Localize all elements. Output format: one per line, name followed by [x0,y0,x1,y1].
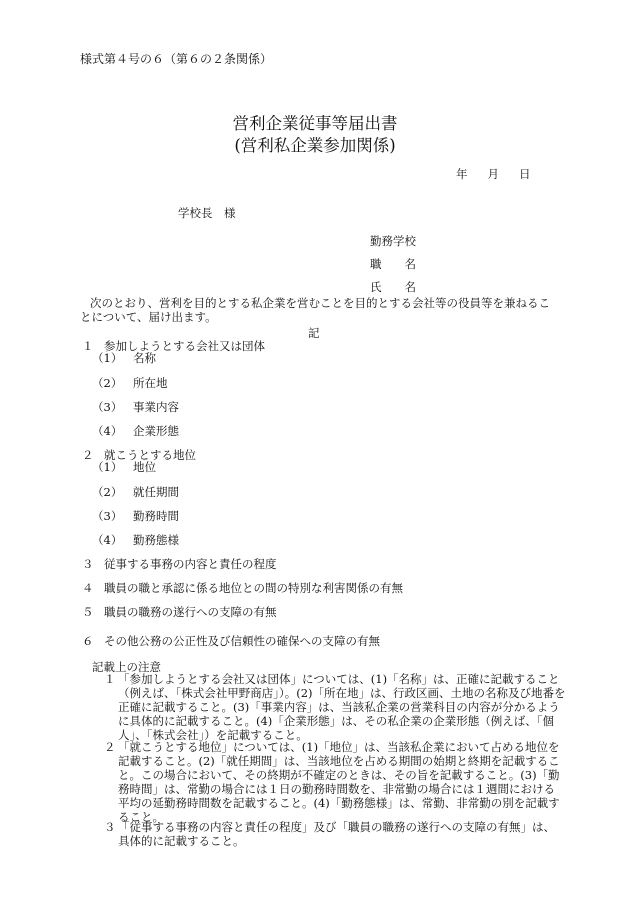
document-subtitle: (営利私企業参加関係) [234,136,396,155]
field-school [370,233,416,249]
item-label: 地位 [133,460,156,474]
section-1-item-1 [92,350,156,366]
note-number: ２ [104,740,116,754]
field-position [370,256,416,272]
field-position-label: 職 名 [370,257,416,271]
item-number: （3） [92,400,123,414]
section-number: ３ [82,557,94,571]
date-line [456,166,551,182]
note-2 [104,740,566,824]
item-number: （4） [92,533,123,547]
field-name-label: 氏 名 [370,280,416,294]
item-label: 勤務態様 [133,533,179,547]
section-number: ５ [82,605,94,619]
date-day-label: 日 [519,167,531,181]
section-label: 参加しようとする会社又は団体 [104,339,265,353]
intro-paragraph: 次のとおり、営利を目的とする私企業を営むことを目的とする会社等の役員等を兼ねることについて、届け出ます。 [80,296,550,324]
section-label: 就こうとする地位 [104,448,196,462]
notes-heading: 記載上の注意 [92,660,161,674]
ki-marker: 記 [308,326,320,340]
item-label: 勤務時間 [133,509,179,523]
date-year-label: 年 [456,167,468,181]
section-2-item-1 [92,459,156,475]
section-label: その他公務の公正性及び信頼性の確保への支障の有無 [104,634,380,648]
note-number: ３ [104,820,116,834]
item-number: （2） [92,485,123,499]
item-label: 所在地 [133,376,168,390]
section-number: ２ [82,448,94,462]
item-label: 事業内容 [133,400,179,414]
section-label: 職員の職務の遂行への支障の有無 [104,605,277,619]
section-label: 従事する事務の内容と責任の程度 [104,557,277,571]
section-number: １ [82,339,94,353]
note-text: 「参加しようとする会社又は団体」については、(1)「名称」は、正確に記載すること（例えば、「株式会社甲野商店」）。(2)「所在地」は、行政区画、土地の名称及び地番を正確に記載すること。(3)「事業内容」は、当該私企業の営業科目の内容が分かるように具体的に記載すること。(4)「企業形態」は、その私企業の企業形態（例えば、「個人」、「株式会社」）を記載すること。 [118,672,566,742]
field-name [370,279,416,295]
note-3 [104,820,566,848]
section-1-item-2 [92,375,168,391]
item-label: 名称 [133,351,156,365]
date-month-label: 月 [487,167,499,181]
item-number: （1） [92,460,123,474]
section-5 [82,604,277,620]
section-number: ４ [82,581,94,595]
form-number: 様式第４号の６（第６の２条関係） [80,52,273,66]
item-number: （2） [92,376,123,390]
note-text: 「従事する事務の内容と責任の程度」及び「職員の職務の遂行への支障の有無」は、具体的に記載すること。 [118,820,555,848]
item-number: （1） [92,351,123,365]
item-label: 就任期間 [133,485,179,499]
note-number: １ [104,672,116,686]
section-label: 職員の職と承認に係る地位との間の特別な利害関係の有無 [104,581,403,595]
section-number: ６ [82,634,94,648]
section-2-item-4 [92,532,179,548]
section-6 [82,633,380,649]
item-number: （3） [92,509,123,523]
addressee: 学校長 様 [178,206,236,220]
section-1-item-4 [92,423,179,439]
section-1-item-3 [92,399,179,415]
section-4 [82,580,403,596]
section-2-item-2 [92,484,179,500]
note-1 [104,672,566,742]
field-school-label: 勤務学校 [370,234,416,248]
note-text: 「就こうとする地位」については、(1)「地位」は、当該私企業において占める地位を記載すること。(2)「就任期間」は、当該地位を占める期間の始期と終期を記載すること。この場合において、その終期が不確定のときは、その旨を記載すること。(3)「勤務時間」は、常勤の場合には１日の勤務時間数を、非常勤の場合には１週間における平均の延勤務時間数を記載すること。(4)「勤務態様」は、常勤、非常勤の別を記載すること。 [118,740,560,824]
section-2-item-3 [92,508,179,524]
document-title: 営利企業従事等届出書 [232,114,398,133]
item-label: 企業形態 [133,424,179,438]
item-number: （4） [92,424,123,438]
section-3 [82,556,277,572]
